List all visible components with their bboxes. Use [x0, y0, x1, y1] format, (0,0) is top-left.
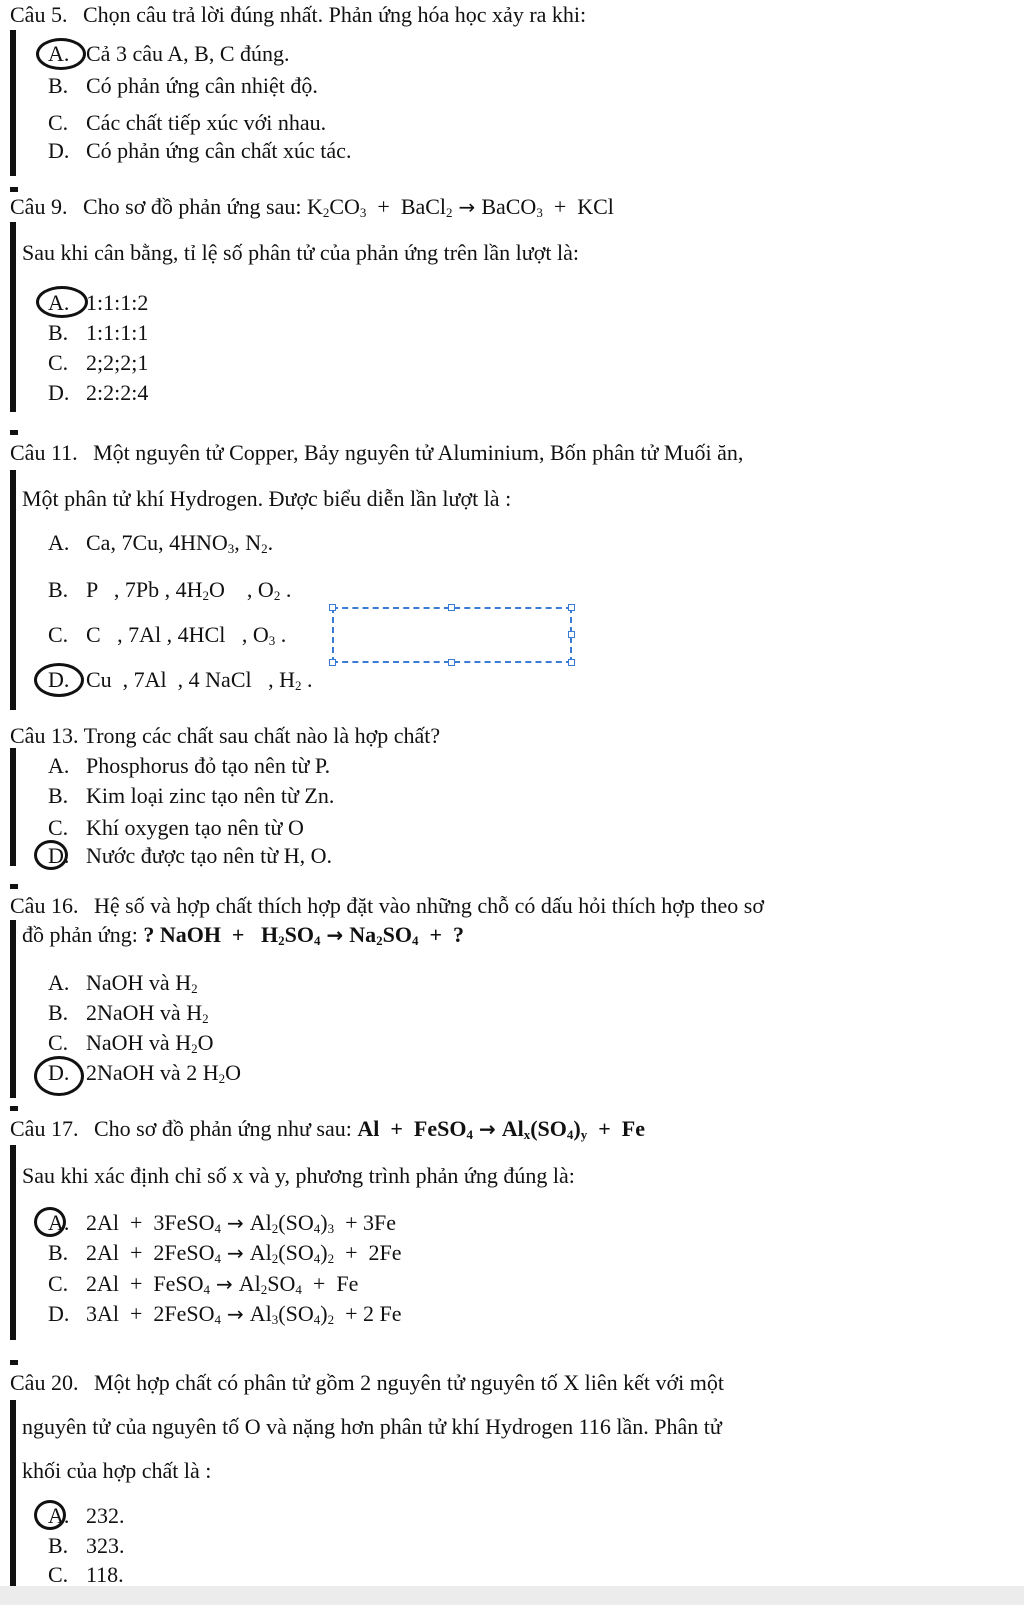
left-margin-tick — [10, 1360, 18, 1365]
left-margin-bar — [10, 1400, 16, 1586]
question-text: Cho sơ đồ phản ứng sau: — [82, 194, 302, 219]
option-formula: C , 7Al , 4HCl , $O_3$ . — [86, 622, 287, 648]
option-d[interactable]: D. 2NaOH và 2 $H_2O$ — [48, 1060, 241, 1086]
option-formula: 3Al + 2FeSO$_4$ → $Al_3(SO_4)_2 + 2$ Fe — [86, 1301, 402, 1327]
question-9-stem — [10, 194, 614, 220]
question-number: Câu 20. — [10, 1370, 79, 1395]
question-text: Chọn câu trả lời đúng nhất. Phản ứng hóa học xảy ra khi: — [82, 2, 587, 27]
question-number: Câu 13. — [10, 723, 79, 748]
option-a[interactable]: A. 2Al + 3FeSO$_4$ → $Al_2(SO_4)_3 + 3Fe$ — [48, 1210, 396, 1236]
answer-circle — [36, 38, 86, 70]
option-c[interactable]: C. 2Al + FeSO$_4$ → $Al_2SO_4 + Fe$ — [48, 1271, 359, 1297]
question-text: Hệ số và hợp chất thích hợp đặt vào những chỗ có dấu hỏi thích hợp theo sơ — [93, 893, 764, 918]
left-margin-tick — [10, 430, 18, 435]
option-formula: 2Al + FeSO$_4$ → $Al_2SO_4 + Fe$ — [86, 1271, 359, 1297]
answer-circle — [36, 286, 88, 318]
option-c[interactable]: C. C , 7Al , 4HCl , $O_3$ . — [48, 622, 287, 648]
option-d[interactable]: D. Có phản ứng cân chất xúc tác. — [48, 138, 352, 163]
option-b[interactable]: B. 2Al + 2FeSO$_4$ → $Al_2(SO_4)_2 + 2Fe$ — [48, 1240, 402, 1266]
question-11-stem — [10, 440, 743, 466]
question-9-subtext: Sau khi cân bằng, tỉ lệ số phân tử của phản ứng trên lần lượt là: — [22, 240, 579, 265]
option-a[interactable]: A. Cả 3 câu A, B, C đúng. — [48, 41, 290, 66]
question-16-text-2: đồ phản ứng: ? NaOH + $H_2SO_4 \to Na_2SO_4$ + ? — [22, 922, 464, 948]
question-number: Câu 5. — [10, 2, 68, 27]
option-formula: Ca, 7Cu, $4HNO_3$, $N_2$. — [86, 530, 274, 556]
option-a[interactable]: A. Ca, 7Cu, $4HNO_3$, $N_2$. — [48, 530, 274, 556]
resize-handle[interactable] — [568, 604, 575, 611]
option-c[interactable]: C. Khí oxygen tạo nên từ O — [48, 815, 304, 840]
question-16-stem — [10, 893, 764, 919]
question-number: Câu 9. — [10, 194, 68, 219]
resize-handle[interactable] — [448, 659, 455, 666]
option-a[interactable]: A. Phosphorus đỏ tạo nên từ P. — [48, 753, 331, 778]
question-13-stem — [10, 723, 440, 749]
answer-circle — [34, 1207, 66, 1237]
option-d[interactable]: D. 3Al + 2FeSO$_4$ → $Al_3(SO_4)_2 + 2$ Fe — [48, 1301, 402, 1327]
option-b[interactable]: B. 323. — [48, 1533, 125, 1558]
question-11-text-2: Một phân tử khí Hydrogen. Được biểu diễn lần lượt là : — [22, 486, 512, 511]
selection-box[interactable] — [332, 607, 572, 663]
reaction-equation: Al + FeSO$_4$ → $Al_x(SO_4)_y + Fe$ — [357, 1116, 645, 1142]
answer-circle — [34, 840, 68, 870]
left-margin-bar — [10, 222, 16, 412]
answer-circle — [34, 1500, 66, 1530]
resize-handle[interactable] — [568, 659, 575, 666]
question-20-stem — [10, 1370, 724, 1396]
resize-handle[interactable] — [329, 659, 336, 666]
resize-handle[interactable] — [329, 604, 336, 611]
option-formula: Cu , 7Al , 4 NaCl , $H_2$ . — [86, 667, 313, 693]
option-c[interactable]: C. Các chất tiếp xúc với nhau. — [48, 110, 327, 135]
question-text: Cho sơ đồ phản ứng như sau: — [93, 1116, 352, 1141]
option-b[interactable]: B. 2NaOH và $H_2$ — [48, 1000, 209, 1026]
option-a[interactable]: A. NaOH và $H_2$ — [48, 970, 198, 996]
question-number: Câu 17. — [10, 1116, 79, 1141]
left-margin-bar — [10, 30, 16, 176]
option-d[interactable]: D. Nước được tạo nên từ H, O. — [48, 843, 332, 868]
answer-circle — [34, 1056, 84, 1096]
question-17-stem — [10, 1116, 645, 1142]
answer-circle — [34, 663, 84, 697]
question-number: Câu 11. — [10, 440, 78, 465]
option-c[interactable]: C. NaOH và $H_2O$ — [48, 1030, 214, 1056]
option-c[interactable]: C. 118. — [48, 1562, 124, 1587]
left-margin-bar — [10, 920, 16, 1098]
left-margin-tick — [10, 1106, 18, 1111]
option-b[interactable]: B. Kim loại zinc tạo nên từ Zn. — [48, 783, 335, 808]
option-b[interactable]: B. Có phản ứng cân nhiệt độ. — [48, 73, 318, 98]
question-17-subtext: Sau khi xác định chỉ số x và y, phương trình phản ứng đúng là: — [22, 1163, 575, 1188]
option-formula: 2Al + 3FeSO$_4$ → $Al_2(SO_4)_3 + 3Fe$ — [86, 1210, 396, 1236]
resize-handle[interactable] — [568, 631, 575, 638]
left-margin-bar — [10, 748, 16, 866]
option-formula: 2Al + 2FeSO$_4$ → $Al_2(SO_4)_2 + 2Fe$ — [86, 1240, 402, 1266]
left-margin-tick — [10, 884, 18, 889]
question-text: Trong các chất sau chất nào là hợp chất? — [83, 723, 441, 748]
option-b[interactable]: B. 1:1:1:1 — [48, 320, 149, 345]
question-20-text-3: khối của hợp chất là : — [22, 1458, 212, 1483]
left-margin-tick — [10, 187, 18, 192]
option-a[interactable]: A. 1:1:1:2 — [48, 290, 149, 315]
option-b[interactable]: B. P , 7Pb , $4H_2O$ , $O_2$ . — [48, 577, 292, 603]
option-d[interactable]: D. 2:2:2:4 — [48, 380, 149, 405]
option-c[interactable]: C. 2;2;2;1 — [48, 350, 149, 375]
question-text: Một hợp chất có phân tử gồm 2 nguyên tử nguyên tố X liên kết với một — [93, 1370, 724, 1395]
question-text: Một nguyên tử Copper, Bảy nguyên tử Aluminium, Bốn phân tử Muối ăn, — [93, 440, 744, 465]
question-20-text-2: nguyên tử của nguyên tố O và nặng hơn phân tử khí Hydrogen 116 lần. Phân tử — [22, 1414, 722, 1439]
bottom-strip — [0, 1586, 1024, 1605]
resize-handle[interactable] — [448, 604, 455, 611]
option-a[interactable]: A. 232. — [48, 1503, 125, 1528]
reaction-equation: ? NaOH + $H_2SO_4 \to Na_2SO_4$ + ? — [143, 922, 464, 948]
option-d[interactable]: D. Cu , 7Al , 4 NaCl , $H_2$ . — [48, 667, 313, 693]
left-margin-bar — [10, 1145, 16, 1340]
left-margin-bar — [10, 470, 16, 710]
question-number: Câu 16. — [10, 893, 79, 918]
question-5-stem — [10, 2, 586, 28]
option-formula: P , 7Pb , $4H_2O$ , $O_2$ . — [86, 577, 292, 603]
reaction-equation: $K_2CO_3$ + BaCl$_2$ → BaCO$_3$ + KCl — [306, 194, 614, 220]
